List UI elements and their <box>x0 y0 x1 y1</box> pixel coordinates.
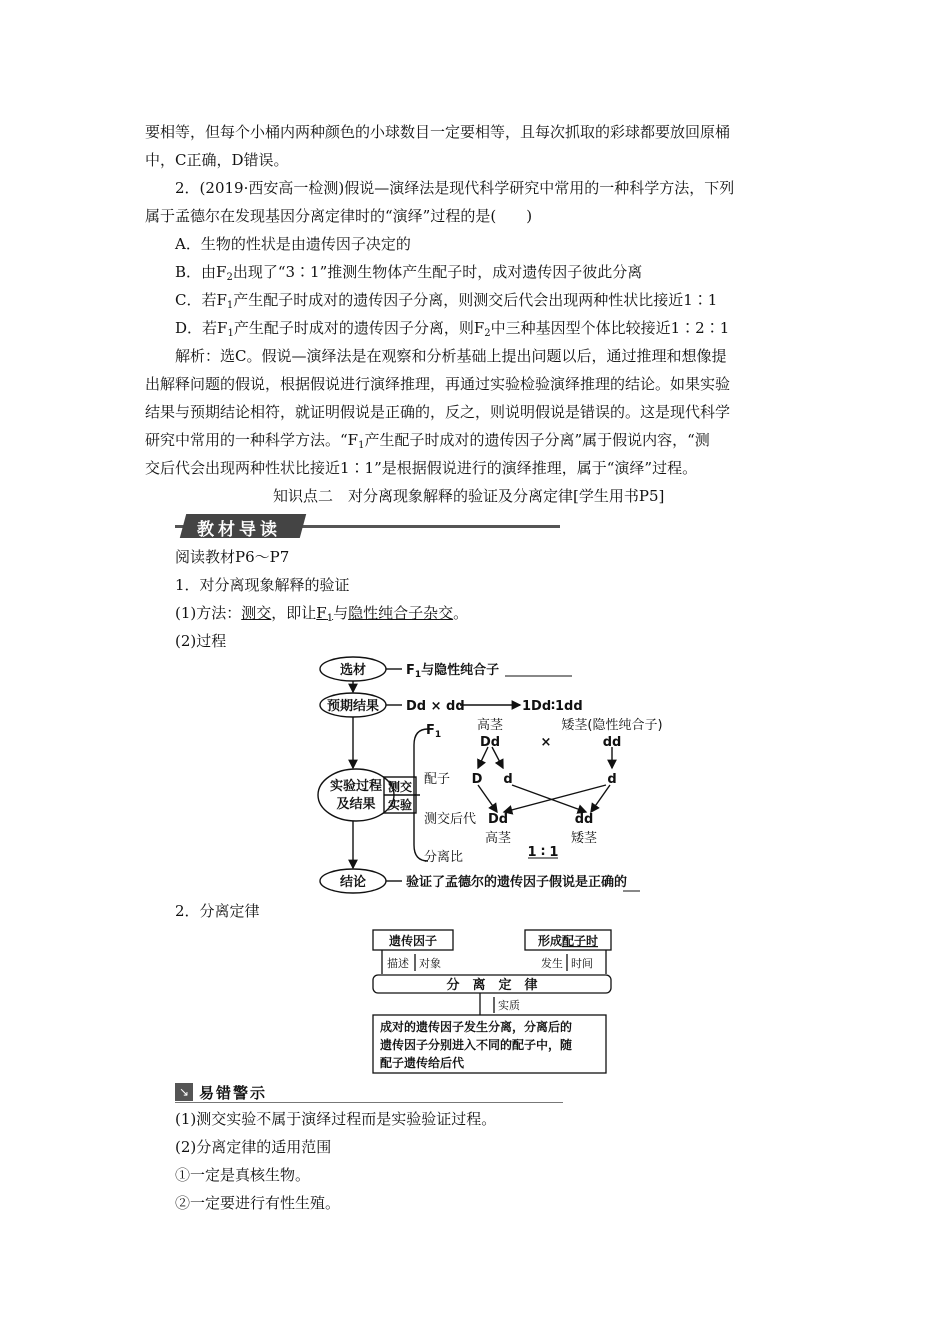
ratio-value: 1 ∶ 1 <box>527 845 559 860</box>
test-label-l1: 测交 <box>387 780 413 794</box>
occur-label: 发生 <box>541 957 563 970</box>
f1-label: $F_1$ <box>426 723 442 740</box>
banner-text: 教材导读 <box>197 520 281 540</box>
short-label: 矮茎(隐性纯合子) <box>561 718 663 733</box>
reading-range: 阅读教材P6～P7 <box>175 548 290 566</box>
option-b: B．由$F_2$出现了“3∶1”推测生物体产生配子时，成对遗传因子彼此分离 <box>175 263 643 283</box>
option-a: A．生物的性状是由遗传因子决定的 <box>175 235 411 253</box>
select-node: 选材 <box>339 663 367 678</box>
analysis-line: 解析：选C。假说—演绎法是在观察和分析基础上提出问题以后，通过推理和想像提 <box>175 347 727 365</box>
factor-box: 遗传因子 <box>388 934 438 948</box>
analysis-line: 结果与预期结论相符，就证明假说是正确的，反之，则说明假说是错误的。这是现代科学 <box>145 403 731 421</box>
analysis-line: 研究中常用的一种科学方法。“$F_1$产生配子时成对的遗传因子分离”属于假说内容，“测 <box>145 431 710 451</box>
textbook-banner <box>175 514 560 538</box>
option-c: C．若$F_1$产生配子时成对的遗传因子分离，则测交后代会出现两种性状比接近1∶1 <box>175 291 718 311</box>
option-d: D．若$F_1$产生配子时成对的遗传因子分离，则$F_2$中三种基因型个体比较接近1∶2∶1 <box>175 319 730 339</box>
law-title: 分 离 定 律 <box>446 978 538 993</box>
section-title: 知识点二 对分离现象解释的验证及分离定律[学生用书P5] <box>273 487 665 505</box>
analysis-line: 交后代会出现两种性状比接近1∶1”是根据假说进行的演绎推理，属于“演绎”过程。 <box>145 459 698 477</box>
ratio-label: 分离比 <box>424 850 464 865</box>
item1-title: 1．对分离现象解释的验证 <box>175 576 350 594</box>
time-label: 时间 <box>571 957 593 970</box>
predict-node: 预期结果 <box>326 699 380 714</box>
parent-Dd: Dd <box>479 735 501 750</box>
tall-label: 高茎 <box>476 718 504 733</box>
question-line: 属于孟德尔在发现基因分离定律时的“演绎”过程的是( ) <box>145 207 533 225</box>
essence-line3: 配子遗传给后代 <box>380 1056 465 1070</box>
essence-line2: 遗传因子分别进入不同的配子中，随 <box>380 1038 573 1052</box>
process-label: (2)过程 <box>175 632 227 650</box>
conclusion-text: 验证了孟德尔的遗传因子假说是正确的 <box>406 875 628 890</box>
process-node-l2: 及结果 <box>336 797 376 812</box>
paragraph-line: 中，C正确，D错误。 <box>145 151 289 169</box>
offspring-short: 矮茎 <box>570 831 598 846</box>
question-line: 2．(2019·西安高一检测)假说—演绎法是现代科学研究中常用的一种科学方法，下列 <box>175 179 735 197</box>
conclusion-node: 结论 <box>339 875 367 890</box>
testcross-diagram <box>310 655 680 895</box>
offspring-label: 测交后代 <box>424 812 477 827</box>
offspring-Dd: Dd <box>487 812 509 827</box>
segregation-law-diagram <box>370 927 615 1077</box>
select-text: $F_1$与隐性纯合子 <box>406 663 500 680</box>
essence-line1: 成对的遗传因子发生分离，分离后的 <box>380 1020 573 1034</box>
warning-item: ①一定是真核生物。 <box>175 1166 311 1184</box>
parent-dd: dd <box>602 735 622 750</box>
warning-item: (2)分离定律的适用范围 <box>175 1138 332 1156</box>
essence-label: 实质 <box>498 999 520 1012</box>
warning-item: (1)测交实验不属于演绎过程而是实验验证过程。 <box>175 1110 497 1128</box>
object-label: 对象 <box>419 957 441 970</box>
warning-label: 易错警示 <box>199 1084 268 1102</box>
offspring-dd: dd <box>574 812 594 827</box>
process-node-l1: 实验过程 <box>329 779 383 794</box>
method-line: (1)方法：测交，即让$F_1$与隐性纯合子杂交。 <box>175 604 469 624</box>
test-label-l2: 实验 <box>387 798 413 812</box>
cross-sign: × <box>540 735 552 750</box>
gamete-d1: d <box>503 772 513 787</box>
analysis-line: 出解释问题的假说，根据假说进行演绎推理，再通过实验检验演绎推理的结论。如果实验 <box>145 375 731 393</box>
paragraph-line: 要相等，但每个小桶内两种颜色的小球数目一定要相等，且每次抓取的彩球都要放回原桶 <box>145 123 731 141</box>
predict-result: 1Dd∶1dd <box>522 699 583 714</box>
item2-title: 2．分离定律 <box>175 902 260 920</box>
offspring-tall: 高茎 <box>484 831 512 846</box>
gamete-label: 配子 <box>424 772 451 787</box>
arrow-icon: ↘ <box>175 1083 193 1101</box>
warning-header <box>175 1082 563 1102</box>
gamete-d2: d <box>607 772 617 787</box>
gamete-D: D <box>471 772 483 787</box>
form-box: 形成配子时 <box>537 934 599 948</box>
warning-item: ②一定要进行有性生殖。 <box>175 1194 341 1212</box>
describe-label: 描述 <box>387 957 409 970</box>
predict-cross: Dd × dd <box>406 699 465 714</box>
